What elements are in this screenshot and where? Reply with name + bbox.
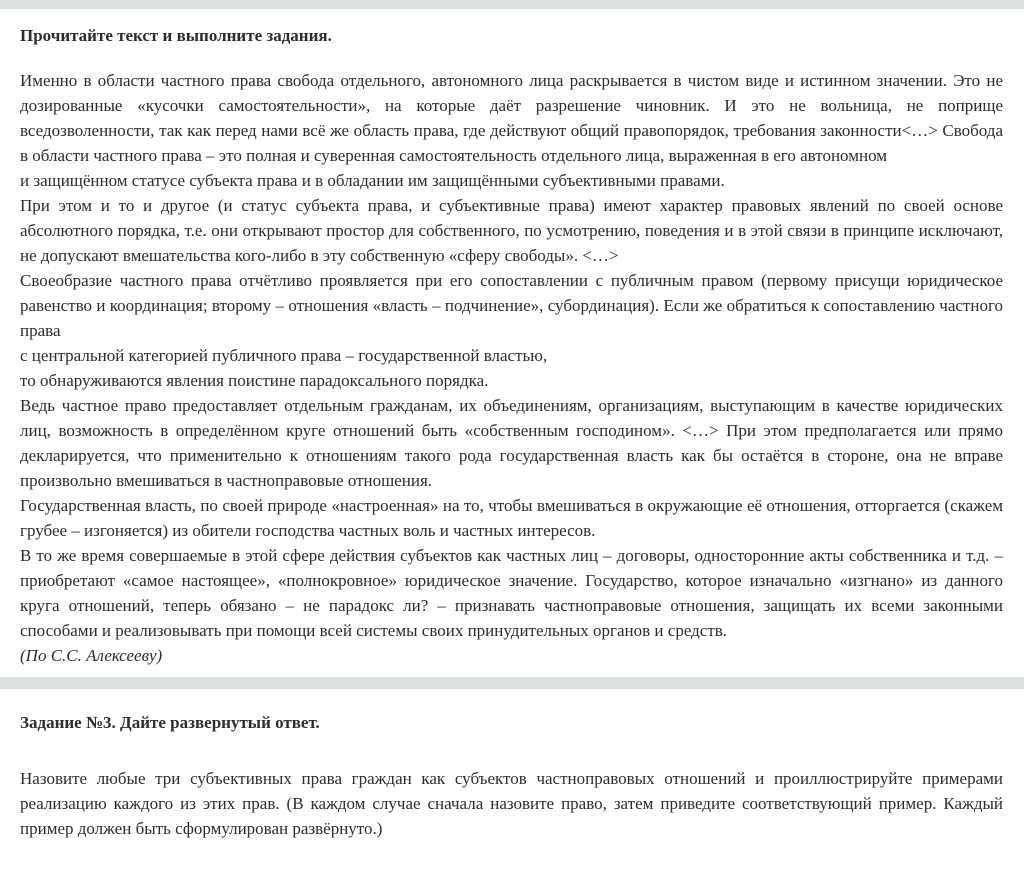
passage-attribution: (По С.С. Алексееву) <box>20 646 163 665</box>
passage-paragraph-2: и защищённом статусе субъекта права и в обладании им защищёнными субъективными правами. <box>20 171 725 190</box>
passage-paragraph-8: Государственная власть, по своей природе «настроенная» на то, чтобы вмешиваться в окружающие её отношения, отторгается (скажем грубее – изгоняется) из обители господства частных воль и частных интересов. <box>20 496 1003 540</box>
reading-passage <box>20 68 1003 668</box>
passage-paragraph-9: В то же время совершаемые в этой сфере действия субъектов как частных лиц – договоры, односторонние акты собственника и т.д. – приобретают «самое настоящее», «полнокровное» юридическое значение. Государство, которое изначально «изгнано» из данного круга отношений, теперь обязано – не парадокс ли? – признавать частноправовые отношения, защищать их всеми законными способами и реализовывать при помощи всей системы своих принудительных органов и средств. <box>20 546 1003 640</box>
section-divider-band <box>0 677 1024 689</box>
passage-paragraph-1: Именно в области частного права свобода отдельного, автономного лица раскрывается в чистом виде и истинном значении. Это не дозированные «кусочки самостоятельности», на которые даёт разрешение чиновник. И это не вольница, не поприще вседозволенности, так как перед нами всё же область права, где действуют общий правопорядок, требования законности<…> Свобода в области частного права – это полная и суверенная самостоятельность отдельного лица, выраженная в его автономном <box>20 71 1003 165</box>
task-heading: Задание №3. Дайте развернутый ответ. <box>20 713 320 732</box>
passage-paragraph-6: то обнаруживаются явления поистине парадоксального порядка. <box>20 371 489 390</box>
task-text: Назовите любые три субъективных права граждан как субъектов частноправовых отношений и проиллюстрируйте примерами реализацию каждого из этих прав. (В каждом случае сначала назовите право, затем приведите соответствующий пример. Каждый пример должен быть сформулирован развёрнуто.) <box>20 769 1003 838</box>
instruction-heading: Прочитайте текст и выполните задания. <box>20 26 332 45</box>
passage-paragraph-4: Своеобразие частного права отчётливо проявляется при его сопоставлении с публичным правом (первому присущи юридическое равенство и координация; второму – отношения «власть – подчинение», субординация). Если же обратиться к сопоставлению частного права <box>20 271 1003 340</box>
top-border-band <box>0 0 1024 9</box>
task-section <box>0 710 1024 841</box>
passage-paragraph-7: Ведь частное право предоставляет отдельным гражданам, их объединениям, организациям, выступающим в качестве юридических лиц, возможность в определённом круге отношений быть «собственным господином». <…> При этом предполагается или прямо декларируется, что применительно к отношениям такого рода государственная власть как бы остаётся в стороне, она не вправе произвольно вмешиваться в частноправовые отношения. <box>20 396 1003 490</box>
exam-page <box>0 23 1024 668</box>
passage-paragraph-5: с центральной категорией публичного права – государственной властью, <box>20 346 548 365</box>
passage-paragraph-3: При этом и то и другое (и статус субъекта права, и субъективные права) имеют характер правовых явлений по своей основе абсолютного порядка, т.е. они открывают простор для собственного, по усмотрению, поведения и в этой связи в принципе исключают, не допускают вмешательства кого-либо в эту собственную «сферу свободы». <…> <box>20 196 1003 265</box>
